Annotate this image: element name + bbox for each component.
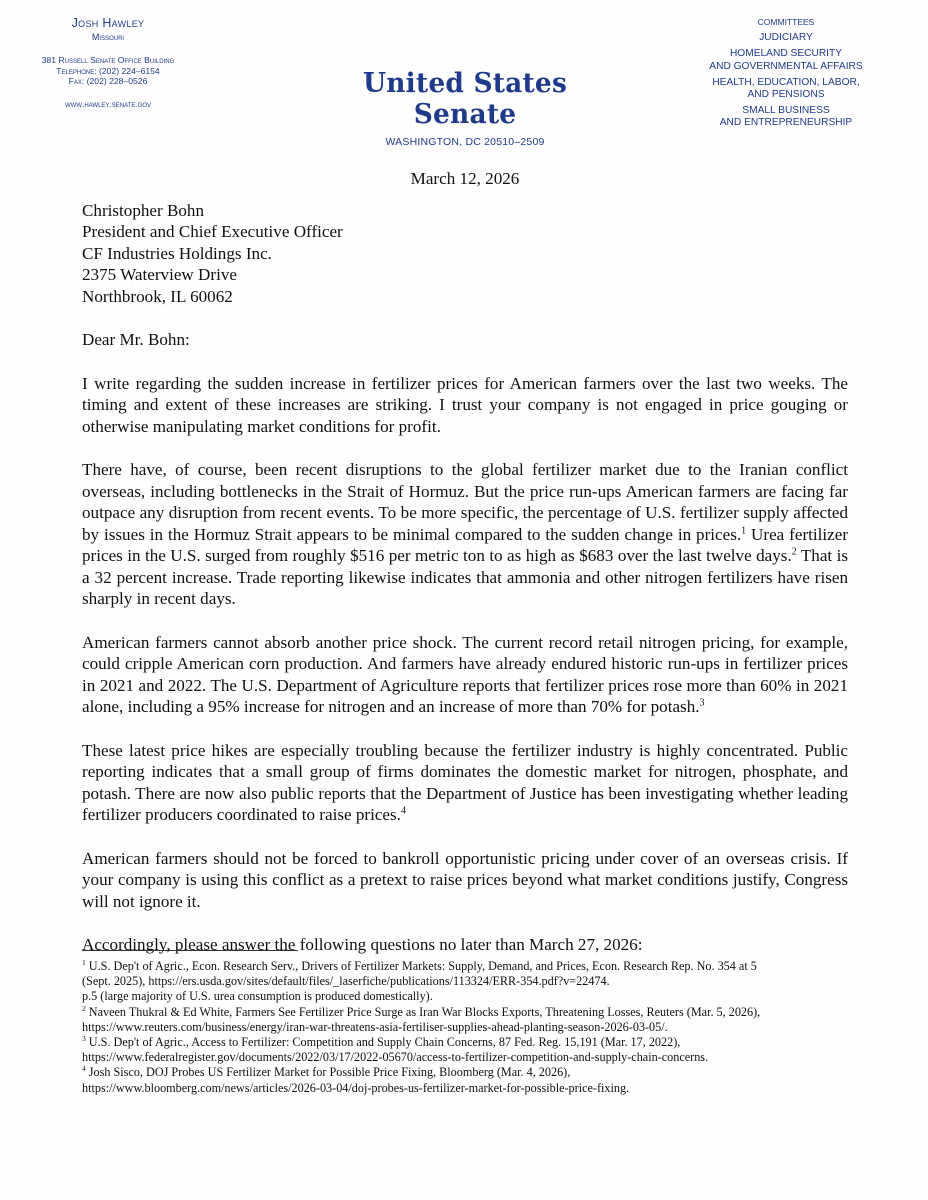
letter-date: March 12, 2026 <box>410 169 520 188</box>
footnote-ref: 4 <box>400 805 406 817</box>
footnote-ref: 3 <box>699 697 705 709</box>
senator-state: Missouri <box>91 32 125 42</box>
letter-body <box>82 168 848 956</box>
footnotes <box>82 959 872 1096</box>
recipient-line: 2375 Waterview Drive <box>82 265 237 284</box>
committee-item: SMALL BUSINESS AND ENTREPRENEURSHIP <box>719 105 853 129</box>
paragraph-6: Accordingly, please answer the following questions no later than March 27, 2026: <box>82 935 643 954</box>
paragraph-5: American farmers should not be forced to bankroll opportunistic pricing under cover of an overseas crisis. If your company is using this conflict as a pretext to raise prices beyond what market conditions justify, Congress will not ignore it. <box>82 848 848 911</box>
paragraph-1: I write regarding the sudden increase in fertilizer prices for American farmers over the last two weeks. The timing and extent of these increases are striking. I trust your company is not engaged in price gouging or otherwise manipulating market conditions for profit. <box>82 373 848 436</box>
committee-item: HOMELAND SECURITY AND GOVERNMENTAL AFFAIRS <box>709 48 863 72</box>
committee-item: JUDICIARY <box>759 32 813 44</box>
telephone: Telephone: (202) 224–6154 <box>56 65 160 76</box>
footnote-1-line: (Sept. 2025), https://ers.usda.gov/sites/default/files/_laserfiche/publications/113324/ERR-354.pdf?v=22474. <box>82 974 610 989</box>
committee-item: HEALTH, EDUCATION, LABOR, AND PENSIONS <box>712 76 860 101</box>
footnote-4-line: $^4$ Josh Sisco, DOJ Probes US Fertilizer Market for Possible Price Fixing, Bloomberg (Mar. 4, 2026), <box>82 1064 571 1080</box>
senate-seal-text: United States Senate <box>362 68 568 130</box>
recipient-line: Northbrook, IL 60062 <box>82 286 233 306</box>
footnote-1-line: $^1$ U.S. Dep't of Agric., Econ. Research Serv., Drivers of Fertilizer Markets: Supply, Demand, and Prices, Econ. Research Rep. No. 354 at 5 <box>82 957 757 973</box>
senate-city: WASHINGTON, DC 20510–2509 <box>385 136 545 148</box>
recipient-line: CF Industries Holdings Inc. <box>82 243 272 263</box>
salutation: Dear Mr. Bohn: <box>82 330 190 349</box>
footnote-3-line: $^3$ U.S. Dep't of Agric., Access to Fertilizer: Competition and Supply Chain Concerns, 87 Fed. Reg. 15,191 (Mar. 17, 2022), <box>82 1033 681 1050</box>
footnote-4-line: https://www.bloomberg.com/news/articles/2026-03-04/doj-probes-us-fertilizer-market-for-possible-price-fixing. <box>82 1080 630 1095</box>
paragraph-2: There have, of course, been recent disruptions to the global fertilizer market due to the Iranian conflict overseas, including bottlenecks in the Strait of Hormuz. But the price run-ups American farmers are facing far outpace any disruption from recent events. To be more specific, the percentage of U.S. fertilizer supply affected by issues in the Hormuz Strait appears to be minimal compared to the sudden change in prices.$^1$ Urea fertilizer prices in the U.S. surged from roughly $516 per metric ton to as high as $683 over the last twelve days.$^2$ That is a 32 percent increase. Trade reporting likewise indicates that ammonia and other nitrogen fertilizers have risen sharply in recent days. <box>82 460 849 608</box>
paragraph-4: These latest price hikes are especially troubling because the fertilizer industry is highly concentrated. Public reporting indicates that a small group of firms dominates the domestic market for nitrogen, phosphate, and potash. There are now also public reports that the Department of Justice has been investigating whether leading fertilizer producers coordinated to raise prices.$^4$ <box>82 740 848 824</box>
office-address: 381 Russell Senate Office Building <box>41 55 175 65</box>
senate-letterhead <box>310 68 620 148</box>
senator-info <box>24 16 192 109</box>
committees-list <box>694 16 878 134</box>
footnote-ref: 2 <box>791 546 797 558</box>
committees-label: COMMITTEES <box>757 17 815 27</box>
footnote-2-line: https://www.reuters.com/business/energy/iran-war-threatens-asia-fertiliser-supplies-ahead-planting-season-2026-03-05/. <box>82 1019 668 1034</box>
footnote-3-line: https://www.federalregister.gov/documents/2022/03/17/2022-05670/access-to-fertilizer-competition-and-supply-chain-concerns. <box>82 1050 709 1065</box>
paragraph-3: American farmers cannot absorb another price shock. The current record retail nitrogen pricing, for example, could cripple American corn production. And farmers have already endured historic run-ups in fertilizer prices in 2021 and 2022. The U.S. Department of Agriculture reports that fertilizer prices rose more than 60% in 2021 alone, including a 95% increase for nitrogen and an increase of more than 70% for potash.$^3$ <box>82 632 848 716</box>
website: www.hawley.senate.gov <box>65 98 151 109</box>
recipient-line: Christopher Bohn <box>82 200 205 220</box>
recipient-line: President and Chief Executive Officer <box>82 222 343 241</box>
footnote-2-line: $^2$ Naveen Thukral & Ed White, Farmers See Fertilizer Price Surge as Iran War Blocks Exports, Threatening Losses, Reuters (Mar. 5, 2026), <box>82 1003 761 1019</box>
footnote-divider <box>82 950 298 951</box>
recipient-address <box>82 200 848 308</box>
footnote-ref: 1 <box>741 524 747 536</box>
senator-name: Josh Hawley <box>71 16 145 30</box>
fax: Fax: (202) 228–0526 <box>68 76 148 86</box>
footnote-1-line: p.5 (large majority of U.S. urea consumption is produced domestically). <box>82 989 433 1004</box>
